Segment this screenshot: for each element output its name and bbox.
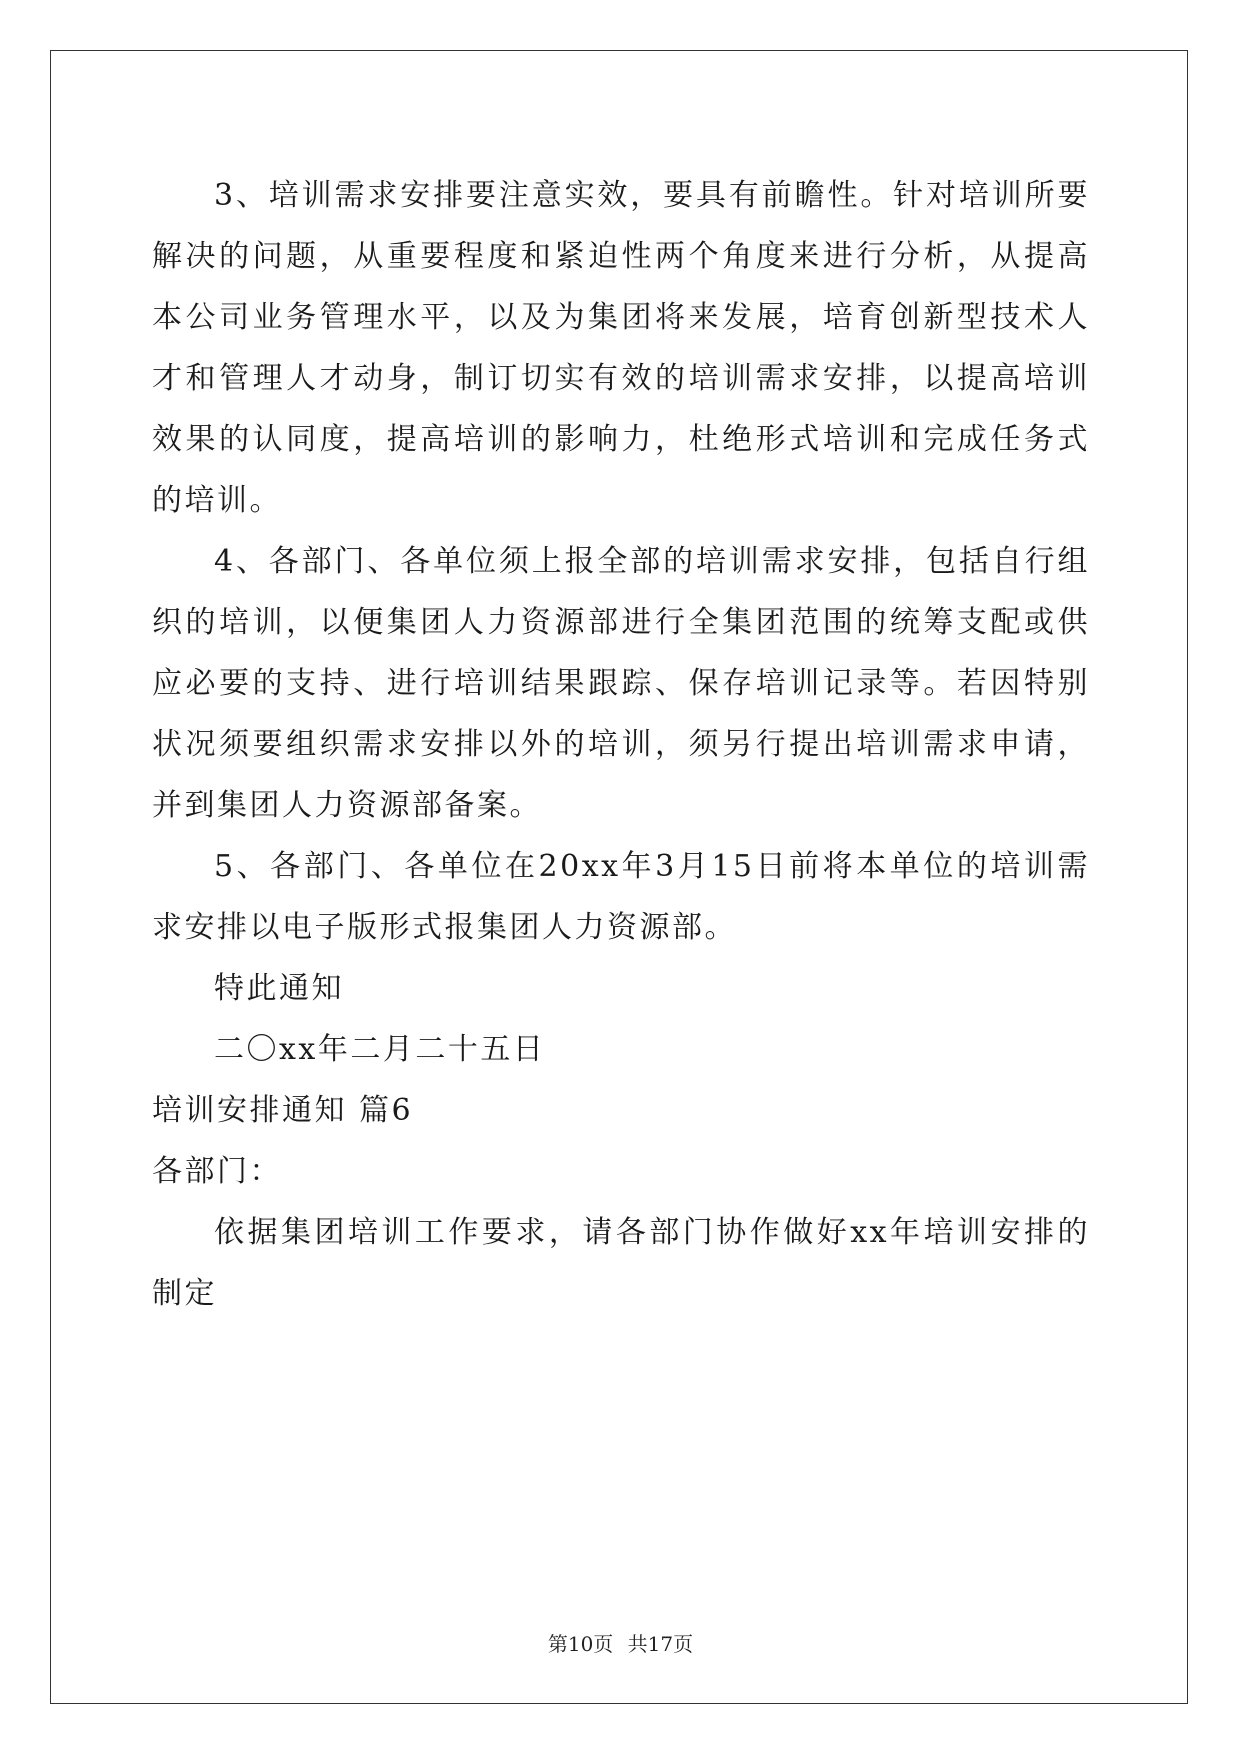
- page-number: 第10页: [547, 1632, 614, 1656]
- paragraph-intro: 依据集团培训工作要求，请各部门协作做好xx年培训安排的制定: [152, 1215, 1090, 1311]
- document-body: [152, 165, 1090, 1324]
- paragraph-item-4: 4、各部门、各单位须上报全部的培训需求安排，包括自行组织的培训，以便集团人力资源部进行全集团范围的统筹支配或供应必要的支持、进行培训结果跟踪、保存培训记录等。若因特别状况须要组织需求安排以外的培训，须另行提出培训需求申请，并到集团人力资源部备案。: [152, 544, 1090, 823]
- page-footer: [0, 1628, 1241, 1657]
- salutation: 各部门：: [152, 1154, 282, 1189]
- section-heading: 培训安排通知 篇6: [152, 1093, 414, 1128]
- paragraph-item-5: 5、各部门、各单位在20xx年3月15日前将本单位的培训需求安排以电子版形式报集团人力资源部。: [152, 849, 1090, 945]
- closing-notice: 特此通知: [214, 971, 344, 1006]
- page-total: 共17页: [627, 1632, 694, 1656]
- paragraph-item-3: 3、培训需求安排要注意实效，要具有前瞻性。针对培训所要解决的问题，从重要程度和紧迫性两个角度来进行分析，从提高本公司业务管理水平，以及为集团将来发展，培育创新型技术人才和管理人才动身，制订切实有效的培训需求安排，以提高培训效果的认同度，提高培训的影响力，杜绝形式培训和完成任务式的培训。: [152, 178, 1090, 518]
- date-line: 二〇xx年二月二十五日: [214, 1032, 546, 1067]
